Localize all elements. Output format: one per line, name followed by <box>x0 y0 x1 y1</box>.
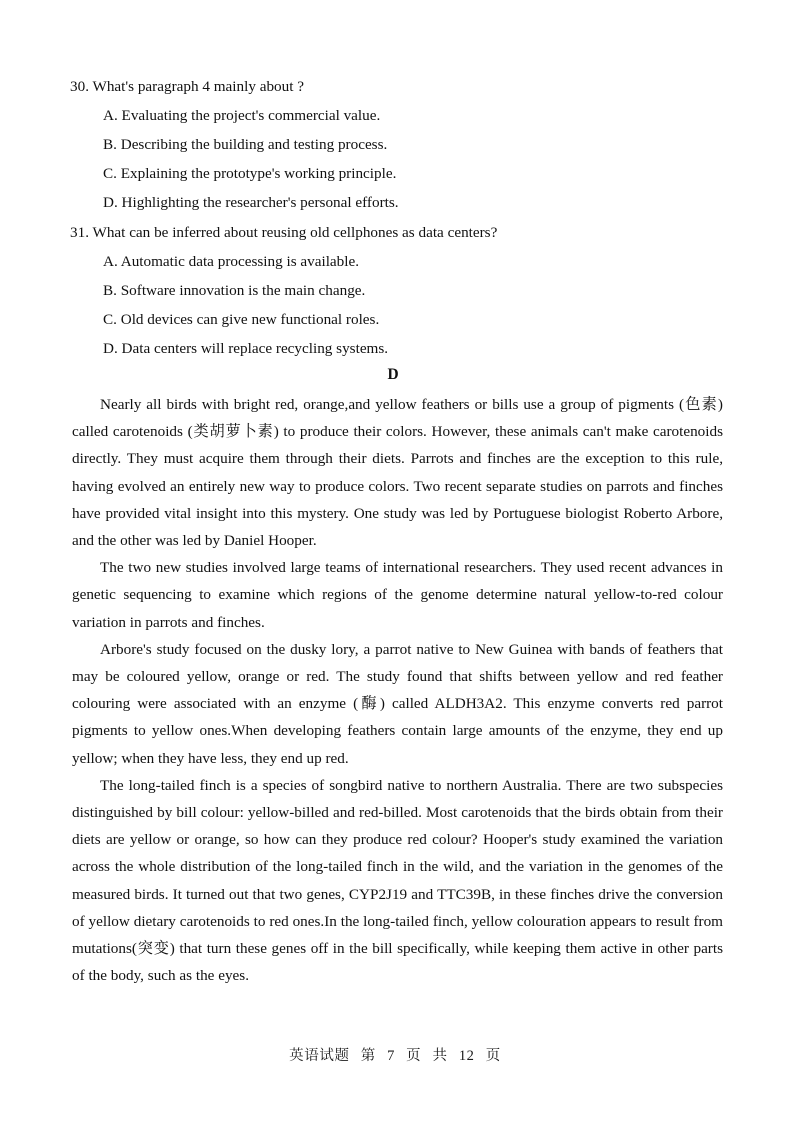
section-letter-heading: D <box>387 366 399 383</box>
question-31 <box>70 218 730 363</box>
passage-paragraph-4: The long-tailed finch is a species of songbird native to northern Australia. There are two subspecies distinguished by bill colour: yellow-billed and red-billed. Most carotenoids that the birds obtain from their diets are yellow or orange, so how can they produce red colour? Hooper's study examined the variation across the whole distribution of the long-tailed finch in the wild, and the variation in the genomes of the measured birds. It turned out that two genes, CYP2J19 and TTC39B, in these finches drive the conversion of yellow dietary carotenoids to red ones.In the long-tailed finch, yellow colouration appears to result from mutations(突变) that turn these genes off in the bill specifically, while keeping them active in other parts of the body, such as the eyes. <box>72 776 723 985</box>
footer-total-unit: 页 <box>485 1048 501 1064</box>
question-30 <box>70 72 730 217</box>
question-30-option-c[interactable]: C. Explaining the prototype's working principle. <box>103 165 397 182</box>
footer-total-number: 12 <box>458 1048 475 1064</box>
question-31-stem: 31. What can be inferred about reusing old cellphones as data centers? <box>70 224 498 241</box>
question-30-option-b[interactable]: B. Describing the building and testing process. <box>103 136 388 153</box>
passage-paragraph-2: The two new studies involved large teams of international researchers. They used recent advances in genetic sequencing to examine which regions of the genome determine natural yellow-to-red colour variation in parrots and finches. <box>72 559 723 631</box>
question-30-option-d[interactable]: D. Highlighting the researcher's personal efforts. <box>103 194 399 211</box>
reading-passage <box>72 391 723 989</box>
footer-page-prefix: 第 <box>360 1048 376 1064</box>
footer-total-prefix: 共 <box>432 1048 448 1064</box>
questions-block <box>70 72 730 363</box>
question-30-option-a[interactable]: A. Evaluating the project's commercial value. <box>103 107 381 124</box>
question-31-option-d[interactable]: D. Data centers will replace recycling systems. <box>103 340 389 357</box>
passage-paragraph-1: Nearly all birds with bright red, orange,and yellow feathers or bills use a group of pigments (色素) called carotenoids (类胡萝卜素) to produce their colors. However, these animals can't make carotenoids directly. They must acquire them through their diets. Parrots and finches are the exception to this rule, having evolved an entirely new way to produce colors. Two recent separate studies on parrots and finches have provided vital insight into this mystery. One study was led by Portuguese biologist Roberto Arbore, and the other was led by Daniel Hooper. <box>72 396 723 550</box>
question-31-option-c[interactable]: C. Old devices can give new functional roles. <box>103 311 380 328</box>
question-31-option-b[interactable]: B. Software innovation is the main change. <box>103 282 366 299</box>
footer-page-number: 7 <box>387 1048 395 1064</box>
footer-page-unit: 页 <box>406 1048 422 1064</box>
footer-subject: 英语试题 <box>289 1048 350 1064</box>
question-31-option-a[interactable]: A. Automatic data processing is available. <box>103 253 360 270</box>
page-footer <box>0 1044 790 1065</box>
question-30-stem: 30. What's paragraph 4 mainly about ? <box>70 78 304 95</box>
passage-paragraph-3: Arbore's study focused on the dusky lory, a parrot native to New Guinea with bands of feathers that may be coloured yellow, orange or red. The study found that shifts between yellow and red feather colouring were associated with an enzyme (酶) called ALDH3A2. This enzyme converts red parrot pigments to yellow ones.When developing feathers contain large amounts of the enzyme, they end up yellow; when they have less, they end up red. <box>72 640 723 767</box>
